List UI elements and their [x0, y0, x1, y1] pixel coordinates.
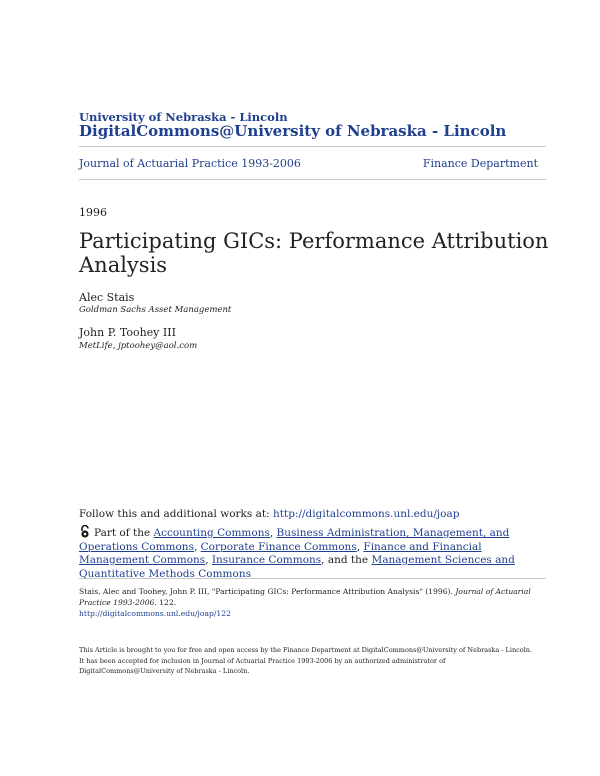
commons-link[interactable]: Insurance Commons	[211, 554, 322, 566]
separator: ,	[205, 554, 212, 566]
author-name: John P. Toohey III	[79, 326, 176, 339]
journal-link[interactable]: Journal of Actuarial Practice 1993-2006	[79, 157, 301, 170]
site-name-link[interactable]: DigitalCommons@University of Nebraska - Lincoln	[79, 122, 507, 140]
citation-pages: . 122.	[154, 598, 177, 607]
department-link[interactable]: Finance Department	[422, 157, 538, 170]
repository-url-link[interactable]: http://digitalcommons.unl.edu/joap	[273, 508, 460, 520]
citation-journal: Journal of Actuarial Practice 1993-2006	[79, 587, 531, 607]
author-affiliation: MetLife, jptoohey@aol.com	[79, 341, 198, 351]
separator: ,	[269, 527, 277, 539]
follow-prefix: Follow this and additional works at:	[79, 508, 273, 520]
open-access-icon	[79, 525, 91, 538]
and-text: , and the	[321, 554, 372, 566]
citation-divider	[79, 578, 546, 579]
header-divider-bottom	[79, 179, 546, 180]
article-title: Participating GICs: Performance Attribution Analysis	[79, 229, 549, 277]
separator: ,	[356, 540, 364, 553]
part-of-prefix: Part of the	[94, 527, 154, 539]
author-affiliation: Goldman Sachs Asset Management	[79, 305, 232, 315]
part-of-commons	[79, 525, 539, 581]
header-divider-top	[79, 146, 546, 147]
publication-year: 1996	[79, 206, 107, 219]
separator: ,	[193, 540, 201, 553]
follow-line	[79, 508, 459, 520]
citation-url-link[interactable]: http://digitalcommons.unl.edu/joap/122	[79, 609, 231, 618]
commons-link[interactable]: Management Sciences and Quantitative Methods Commons	[79, 554, 515, 580]
commons-link[interactable]: Finance and Financial Management Commons	[79, 540, 482, 566]
citation	[79, 586, 539, 619]
availability-statement: This Article is brought to you for free and open access by the Finance Department at DigitalCommons@University of Nebraska - Lincoln. It has been accepted for inclusion in Journal of Actuarial Practice 1993-2006 by an authorized administrator of DigitalCommons@University of Nebraska - Lincoln.	[79, 646, 533, 675]
commons-link[interactable]: Corporate Finance Commons	[200, 540, 357, 553]
institution-name[interactable]: University of Nebraska - Lincoln	[79, 110, 288, 124]
commons-link[interactable]: Accounting Commons	[153, 527, 270, 539]
citation-text: Stais, Alec and Toohey, John P. III, "Participating GICs: Performance Attribution Analysis" (1996).	[79, 587, 456, 596]
author-name: Alec Stais	[79, 291, 135, 304]
commons-link[interactable]: Business Administration, Management, and Operations Commons	[79, 527, 510, 553]
